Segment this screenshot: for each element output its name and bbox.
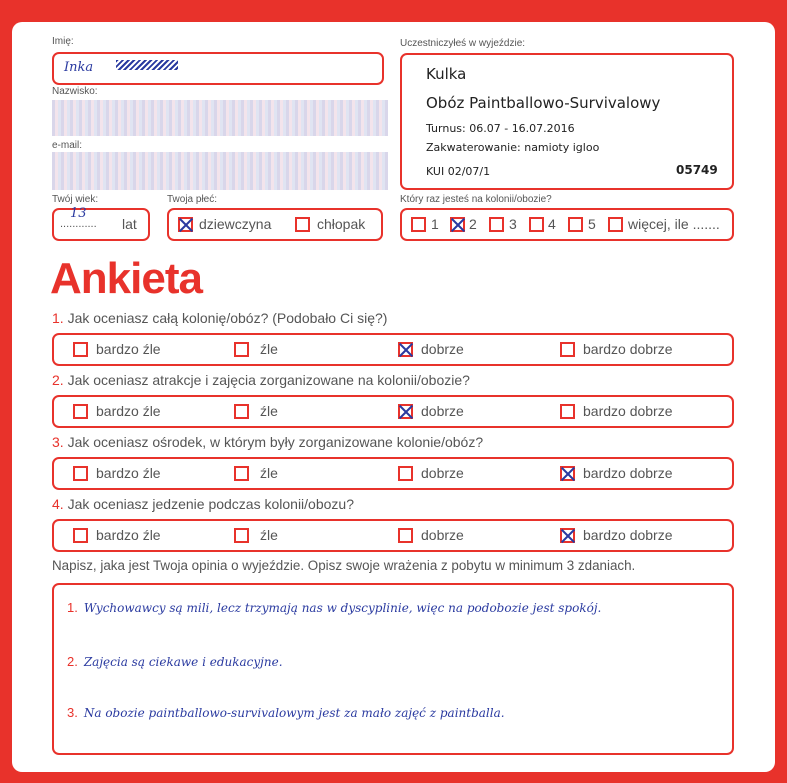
gender-checkbox-dziewczyna[interactable] xyxy=(178,217,193,232)
opinion-prompt: Napisz, jaka jest Twoja opinia o wyjeździe. Opisz swoje wrażenia z pobytu w minimum 3 zdaniach. xyxy=(52,558,636,573)
times-checkbox-5[interactable] xyxy=(568,217,583,232)
q2-option-bardzo-dobrze: bardzo dobrze xyxy=(583,403,673,419)
gender-label: Twoja płeć: xyxy=(167,194,218,205)
q4-option-dobrze: dobrze xyxy=(421,527,464,543)
camp-number: 05749 xyxy=(676,163,718,177)
times-option-4: 4 xyxy=(548,216,556,232)
opinion-answer-3: 3. Na obozie paintballowo-survivalowym jest za mało zajęć z paintballa. xyxy=(67,705,505,720)
gender-field xyxy=(167,208,383,241)
opinion-answer-2: 2. Zajęcia są ciekawe i edukacyjne. xyxy=(67,654,283,669)
q1-option-dobrze: dobrze xyxy=(421,341,464,357)
q4-checkbox-dobrze[interactable] xyxy=(398,528,413,543)
q1-checkbox-dobrze[interactable] xyxy=(398,342,413,357)
q4-checkbox-bardzo-zle[interactable] xyxy=(73,528,88,543)
times-option-1: 1 xyxy=(431,216,439,232)
times-checkbox-more[interactable] xyxy=(608,217,623,232)
q3-checkbox-zle[interactable] xyxy=(234,466,249,481)
gender-option-dziewczyna: dziewczyna xyxy=(199,216,272,232)
times-option-5: 5 xyxy=(588,216,596,232)
times-option-2: 2 xyxy=(469,216,477,232)
q3-option-bardzo-dobrze: bardzo dobrze xyxy=(583,465,673,481)
surname-label: Nazwisko: xyxy=(52,86,98,97)
q3-checkbox-bardzo-dobrze[interactable] xyxy=(560,466,575,481)
question-3-options xyxy=(52,457,734,490)
q4-checkbox-zle[interactable] xyxy=(234,528,249,543)
q3-option-bardzo-zle: bardzo źle xyxy=(96,465,161,481)
survey-title: Ankieta xyxy=(50,254,202,303)
times-field xyxy=(400,208,734,241)
question-3: 3. Jak oceniasz ośrodek, w którym były zorganizowane kolonie/obóz? xyxy=(52,434,484,450)
question-1: 1. Jak oceniasz całą kolonię/obóz? (Podobało Ci się?) xyxy=(52,310,388,326)
q1-checkbox-bardzo-dobrze[interactable] xyxy=(560,342,575,357)
q1-option-zle: źle xyxy=(260,341,278,357)
q2-option-bardzo-zle: bardzo źle xyxy=(96,403,161,419)
camp-turnus: Turnus: 06.07 - 16.07.2016 xyxy=(426,122,575,135)
q4-option-bardzo-zle: bardzo źle xyxy=(96,527,161,543)
surname-redacted xyxy=(52,100,388,136)
name-scribble xyxy=(116,60,178,70)
name-value: Inka xyxy=(64,60,94,75)
question-2-options xyxy=(52,395,734,428)
age-value: 13 xyxy=(70,206,87,221)
question-2: 2. Jak oceniasz atrakcje i zajęcia zorganizowane na kolonii/obozie? xyxy=(52,372,470,388)
email-label: e-mail: xyxy=(52,140,83,151)
q2-option-dobrze: dobrze xyxy=(421,403,464,419)
q4-option-bardzo-dobrze: bardzo dobrze xyxy=(583,527,673,543)
q2-option-zle: źle xyxy=(260,403,278,419)
opinion-answer-1: 1. Wychowawcy są mili, lecz trzymają nas w dyscyplinie, więc na podobozie jest spokój. xyxy=(67,600,602,615)
age-unit: lat xyxy=(122,216,137,232)
q2-checkbox-dobrze[interactable] xyxy=(398,404,413,419)
q1-option-bardzo-zle: bardzo źle xyxy=(96,341,161,357)
times-option-3: 3 xyxy=(509,216,517,232)
q4-option-zle: źle xyxy=(260,527,278,543)
camp-code: KUI 02/07/1 xyxy=(426,165,491,178)
gender-checkbox-chlopak[interactable] xyxy=(295,217,310,232)
times-checkbox-2[interactable] xyxy=(450,217,465,232)
gender-option-chlopak: chłopak xyxy=(317,216,366,232)
question-4-options xyxy=(52,519,734,552)
question-4: 4. Jak oceniasz jedzenie podczas kolonii/obozu? xyxy=(52,496,354,512)
times-label: Który raz jesteś na kolonii/obozie? xyxy=(400,194,552,205)
q2-checkbox-bardzo-zle[interactable] xyxy=(73,404,88,419)
name-field[interactable] xyxy=(52,52,384,85)
q3-option-zle: źle xyxy=(260,465,278,481)
survey-sheet xyxy=(12,22,775,772)
age-field[interactable] xyxy=(52,208,150,241)
times-option-more: więcej, ile ....... xyxy=(628,216,720,232)
q3-checkbox-dobrze[interactable] xyxy=(398,466,413,481)
times-checkbox-4[interactable] xyxy=(529,217,544,232)
q1-checkbox-bardzo-zle[interactable] xyxy=(73,342,88,357)
q3-checkbox-bardzo-zle[interactable] xyxy=(73,466,88,481)
camp-line2: Obóz Paintballowo-Survivalowy xyxy=(426,94,661,112)
times-checkbox-3[interactable] xyxy=(489,217,504,232)
q2-checkbox-bardzo-dobrze[interactable] xyxy=(560,404,575,419)
name-label: Imię: xyxy=(52,36,74,47)
question-1-options xyxy=(52,333,734,366)
email-redacted xyxy=(52,152,388,190)
q1-checkbox-zle[interactable] xyxy=(234,342,249,357)
q3-option-dobrze: dobrze xyxy=(421,465,464,481)
camp-accommodation: Zakwaterowanie: namioty igloo xyxy=(426,141,600,154)
camp-line1: Kulka xyxy=(426,65,467,83)
times-checkbox-1[interactable] xyxy=(411,217,426,232)
age-label: Twój wiek: xyxy=(52,194,99,205)
age-dots: ............ xyxy=(60,218,97,230)
camp-card xyxy=(400,53,734,190)
q2-checkbox-zle[interactable] xyxy=(234,404,249,419)
q4-checkbox-bardzo-dobrze[interactable] xyxy=(560,528,575,543)
q1-option-bardzo-dobrze: bardzo dobrze xyxy=(583,341,673,357)
participant-label: Uczestniczyłeś w wyjeździe: xyxy=(400,38,526,49)
